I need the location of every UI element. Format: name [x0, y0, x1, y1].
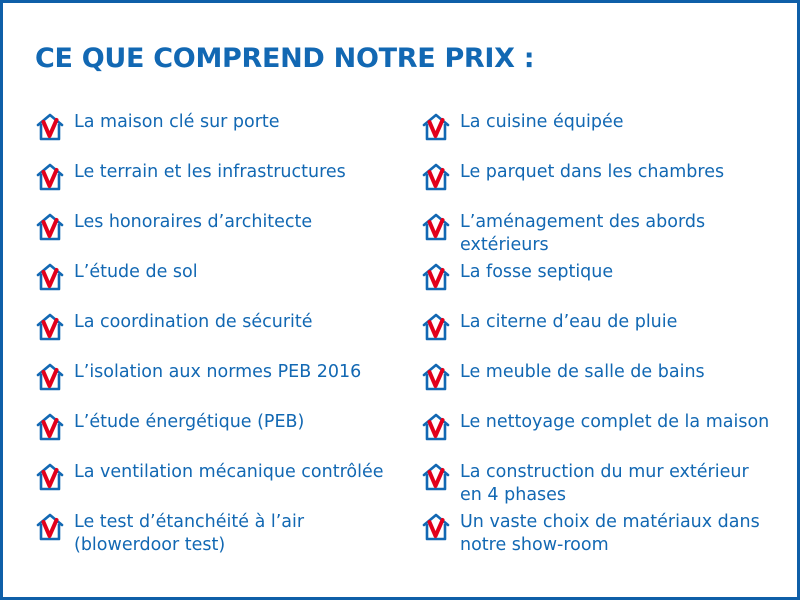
- house-check-icon: [421, 113, 451, 141]
- list-item: [35, 261, 407, 311]
- list-item-label: Le meuble de salle de bains: [460, 362, 705, 382]
- house-check-icon: [421, 413, 451, 441]
- house-check-icon: [421, 313, 451, 341]
- house-check-icon: [35, 463, 65, 491]
- house-check-icon: [35, 163, 65, 191]
- house-check-icon: [35, 263, 65, 291]
- list-item-label: La cuisine équipée: [460, 112, 624, 132]
- list-item: [35, 311, 407, 361]
- list-item-label: L’étude énergétique (PEB): [74, 412, 305, 432]
- list-item: [421, 511, 793, 561]
- inclusions-list-right: [421, 111, 793, 561]
- list-item-label: L’étude de sol: [74, 262, 198, 282]
- list-item: [421, 361, 793, 411]
- inclusions-list-left: [35, 111, 407, 561]
- list-item: [421, 411, 793, 461]
- house-check-icon: [35, 363, 65, 391]
- list-item-label: La citerne d’eau de pluie: [460, 312, 678, 332]
- house-check-icon: [421, 163, 451, 191]
- house-check-icon: [35, 413, 65, 441]
- list-item: [35, 211, 407, 261]
- list-item: [35, 411, 407, 461]
- house-check-icon: [421, 213, 451, 241]
- list-item-label: La coordination de sécurité: [74, 312, 313, 332]
- page-title: CE QUE COMPREND NOTRE PRIX :: [35, 43, 535, 74]
- list-item-label: Un vaste choix de matériaux dans notre show-room: [460, 512, 760, 555]
- list-item: [421, 311, 793, 361]
- list-item: [35, 511, 407, 561]
- house-check-icon: [35, 313, 65, 341]
- house-check-icon: [35, 213, 65, 241]
- list-item-label: La ventilation mécanique contrôlée: [74, 462, 384, 482]
- list-item: [421, 161, 793, 211]
- house-check-icon: [421, 463, 451, 491]
- house-check-icon: [421, 363, 451, 391]
- list-item-label: Les honoraires d’architecte: [74, 212, 313, 232]
- list-item-label: Le test d’étanchéité à l’air (blowerdoor test): [74, 512, 305, 555]
- list-item: [421, 461, 793, 511]
- house-check-icon: [421, 263, 451, 291]
- house-check-icon: [35, 513, 65, 541]
- list-item-label: La fosse septique: [460, 262, 614, 282]
- list-item: [35, 361, 407, 411]
- house-check-icon: [35, 113, 65, 141]
- list-item: [35, 111, 407, 161]
- list-item: [421, 111, 793, 161]
- list-item-label: Le nettoyage complet de la maison: [460, 412, 770, 432]
- list-item: [35, 161, 407, 211]
- list-item-label: Le parquet dans les chambres: [460, 162, 725, 182]
- list-item-label: L’aménagement des abords extérieurs: [460, 212, 706, 255]
- list-item-label: Le terrain et les infrastructures: [74, 162, 346, 182]
- list-item-label: La construction du mur extérieur en 4 phases: [460, 462, 749, 505]
- list-item-label: La maison clé sur porte: [74, 112, 280, 132]
- list-item: [421, 261, 793, 311]
- house-check-icon: [421, 513, 451, 541]
- list-item: [421, 211, 793, 261]
- list-item-label: L’isolation aux normes PEB 2016: [74, 362, 362, 382]
- list-item: [35, 461, 407, 511]
